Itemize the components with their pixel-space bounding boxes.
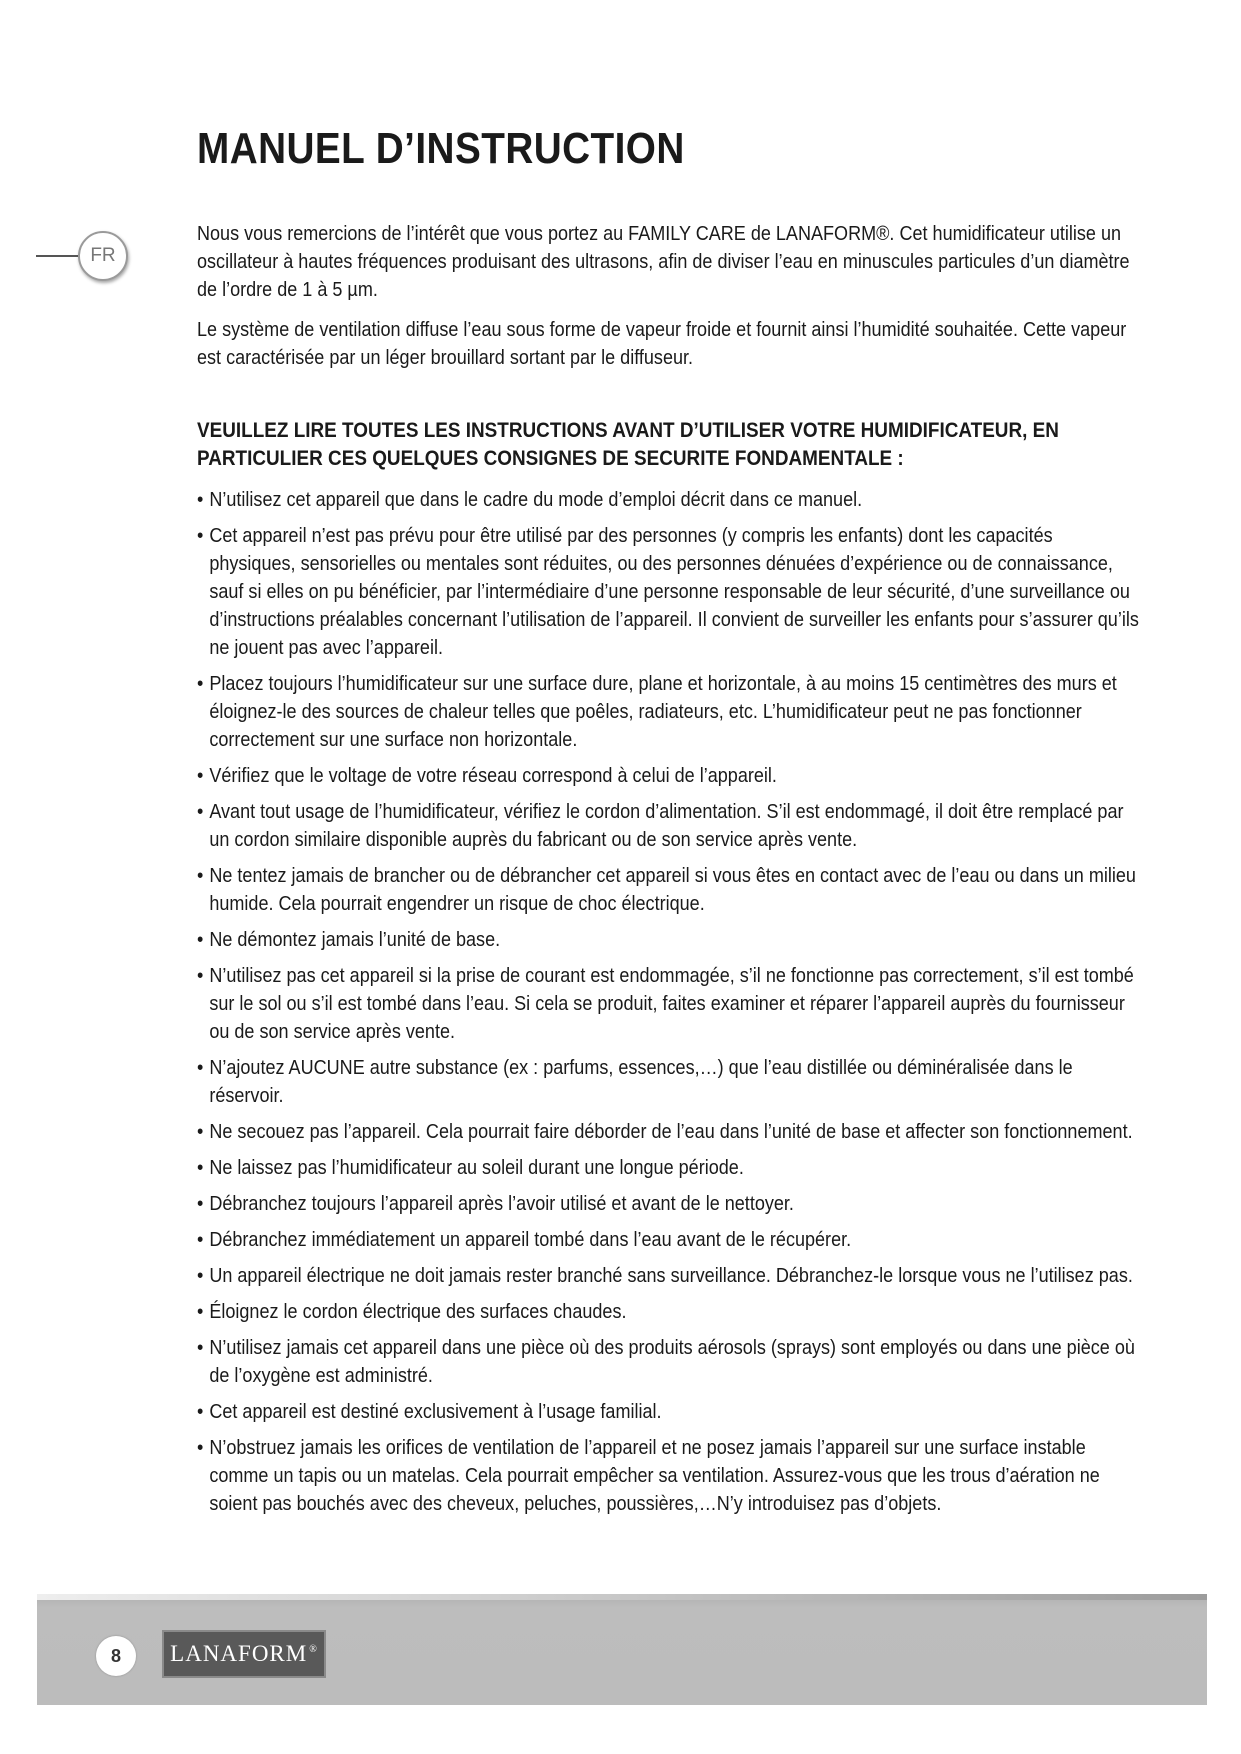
list-item: • Vérifiez que le voltage de votre réseau correspond à celui de l’appareil. xyxy=(197,762,1143,790)
language-badge: FR xyxy=(78,231,128,281)
intro-paragraph: Nous vous remercions de l’intérêt que vous portez au FAMILY CARE de LANAFORM®. Cet humidificateur utilise un oscillateur à hautes fréquences produisant des ultrasons, afin de diviser l’eau en minuscules particules d’un diamètre de l’ordre de 1 à 5 µm. xyxy=(197,222,1130,301)
intro-section xyxy=(197,220,1130,372)
list-item: • N’ajoutez AUCUNE autre substance (ex : parfums, essences,…) que l’eau distillée ou déminéralisée dans le réservoir. xyxy=(197,1054,1143,1110)
brand-logo xyxy=(162,1630,326,1678)
list-item: • Ne démontez jamais l’unité de base. xyxy=(197,926,1143,954)
list-item: • Avant tout usage de l’humidificateur, vérifiez le cordon d’alimentation. S’il est endommagé, il doit être remplacé par un cordon similaire disponible auprès du fabricant ou de son service après vente. xyxy=(197,798,1143,854)
page-title: MANUEL D’INSTRUCTION xyxy=(197,124,685,173)
list-item: • Ne laissez pas l’humidificateur au soleil durant une longue période. xyxy=(197,1154,1143,1182)
list-item: • Placez toujours l’humidificateur sur une surface dure, plane et horizontale, à au moins 15 centimètres des murs et éloignez-le des sources de chaleur telles que poêles, radiateurs, etc. L’humidificateur peut ne pas fonctionner correctement sur une surface non horizontale. xyxy=(197,670,1143,754)
language-tab-line xyxy=(36,255,80,257)
registered-mark: ® xyxy=(309,1643,318,1655)
list-item: • Éloignez le cordon électrique des surfaces chaudes. xyxy=(197,1298,1143,1326)
safety-rules-list xyxy=(197,486,1143,1518)
language-tab xyxy=(36,231,136,291)
list-item: • N’utilisez cet appareil que dans le cadre du mode d’emploi décrit dans ce manuel. xyxy=(197,486,1143,514)
list-item: • Ne tentez jamais de brancher ou de débrancher cet appareil si vous êtes en contact avec de l’eau ou dans un milieu humide. Cela pourrait engendrer un risque de choc électrique. xyxy=(197,862,1143,918)
list-item: • N’utilisez jamais cet appareil dans une pièce où des produits aérosols (sprays) sont employés ou dans une pièce où de l’oxygène est administré. xyxy=(197,1334,1143,1390)
main-content xyxy=(197,220,1139,1526)
list-item: • Débranchez toujours l’appareil après l’avoir utilisé et avant de le nettoyer. xyxy=(197,1190,1143,1218)
safety-heading: VEUILLEZ LIRE TOUTES LES INSTRUCTIONS AVANT D’UTILISER VOTRE HUMIDIFICATEUR, EN PARTICULIER CES QUELQUES CONSIGNES DE SECURITE FONDAMENTALE : xyxy=(197,418,1059,470)
list-item: • Un appareil électrique ne doit jamais rester branché sans surveillance. Débranchez-le lorsque vous ne l’utilisez pas. xyxy=(197,1262,1143,1290)
brand-name: LANAFORM xyxy=(170,1641,308,1666)
list-item: • N’utilisez pas cet appareil si la prise de courant est endommagée, s’il ne fonctionne pas correctement, s’il est tombé sur le sol ou s’il est tombé dans l’eau. Si cela se produit, faites examiner et réparer l’appareil auprès du fournisseur ou de son service après vente. xyxy=(197,962,1143,1046)
list-item: • Ne secouez pas l’appareil. Cela pourrait faire déborder de l’eau dans l’unité de base et affecter son fonctionnement. xyxy=(197,1118,1143,1146)
page-number: 8 xyxy=(96,1636,136,1676)
list-item: • Cet appareil n’est pas prévu pour être utilisé par des personnes (y compris les enfants) dont les capacités physiques, sensorielles ou mentales sont réduites, ou des personnes dénuées d’expérience ou de connaissance, sauf si elles on pu bénéficier, par l’intermédiaire d’une personne responsable de leur sécurité, d’une surveillance ou d’instructions préalables concernant l’utilisation de l’appareil. Il convient de surveiller les enfants pour s’assurer qu’ils ne jouent pas avec l’appareil. xyxy=(197,522,1143,662)
intro-paragraph: Le système de ventilation diffuse l’eau sous forme de vapeur froide et fournit ainsi l’humidité souhaitée. Cette vapeur est caractérisée par un léger brouillard sortant par le diffuseur. xyxy=(197,318,1127,369)
list-item: • N’obstruez jamais les orifices de ventilation de l’appareil et ne posez jamais l’appareil sur une surface instable comme un tapis ou un matelas. Cela pourrait empêcher sa ventilation. Assurez-vous que les trous d’aération ne soient pas bouchés avec des cheveux, peluches, poussières,…N’y introduisez pas d’objets. xyxy=(197,1434,1143,1518)
list-item: • Cet appareil est destiné exclusivement à l’usage familial. xyxy=(197,1398,1143,1426)
list-item: • Débranchez immédiatement un appareil tombé dans l’eau avant de le récupérer. xyxy=(197,1226,1143,1254)
